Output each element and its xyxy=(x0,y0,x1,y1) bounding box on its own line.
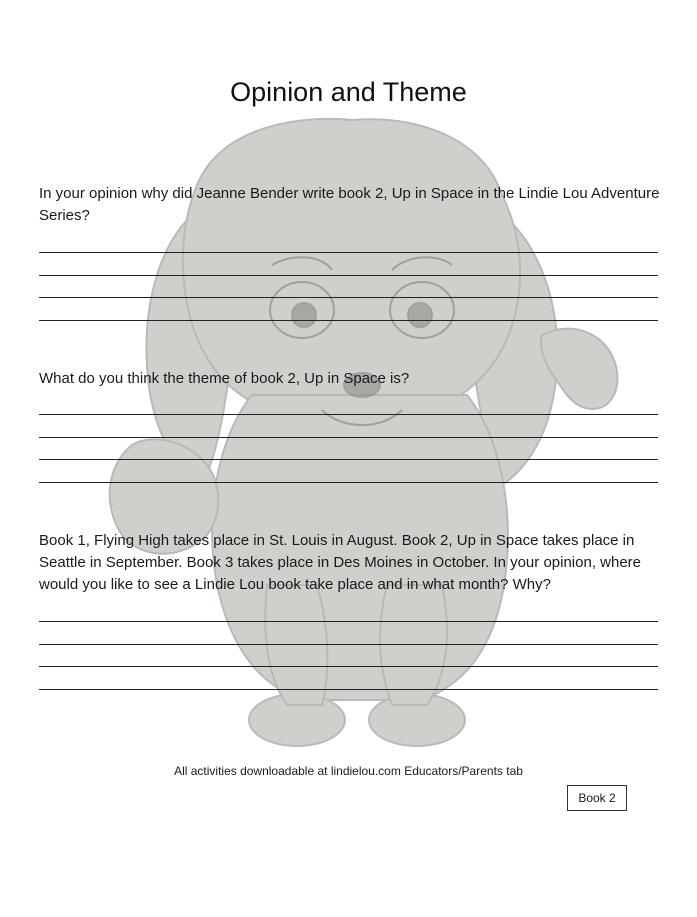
answer-line[interactable] xyxy=(39,666,658,667)
question-2-text: What do you think the theme of book 2, Up in Space is? xyxy=(39,370,410,387)
answer-line[interactable] xyxy=(39,437,658,438)
answer-line[interactable] xyxy=(39,644,658,645)
answer-line[interactable] xyxy=(39,414,658,415)
answer-line[interactable] xyxy=(39,621,658,622)
answer-line[interactable] xyxy=(39,252,658,253)
answer-line[interactable] xyxy=(39,297,658,298)
answer-line[interactable] xyxy=(39,689,658,690)
answer-line[interactable] xyxy=(39,320,658,321)
book-label-badge: Book 2 xyxy=(567,785,627,811)
footer-note: All activities downloadable at lindielou.com Educators/Parents tab xyxy=(174,764,523,778)
answer-line[interactable] xyxy=(39,459,658,460)
question-3-text: Book 1, Flying High takes place in St. Louis in August. Book 2, Up in Space takes place in Seattle in September. Book 3 takes place in Des Moines in October. In your opinion, where would you like to see a Lindie Lou book take place and in what month? Why? xyxy=(39,532,642,593)
puppy-watermark-icon xyxy=(22,65,674,775)
page-title: Opinion and Theme xyxy=(230,77,467,107)
answer-line[interactable] xyxy=(39,275,658,276)
answer-line[interactable] xyxy=(39,482,658,483)
question-1-text: In your opinion why did Jeanne Bender write book 2, Up in Space in the Lindie Lou Adventure Series? xyxy=(39,185,660,224)
